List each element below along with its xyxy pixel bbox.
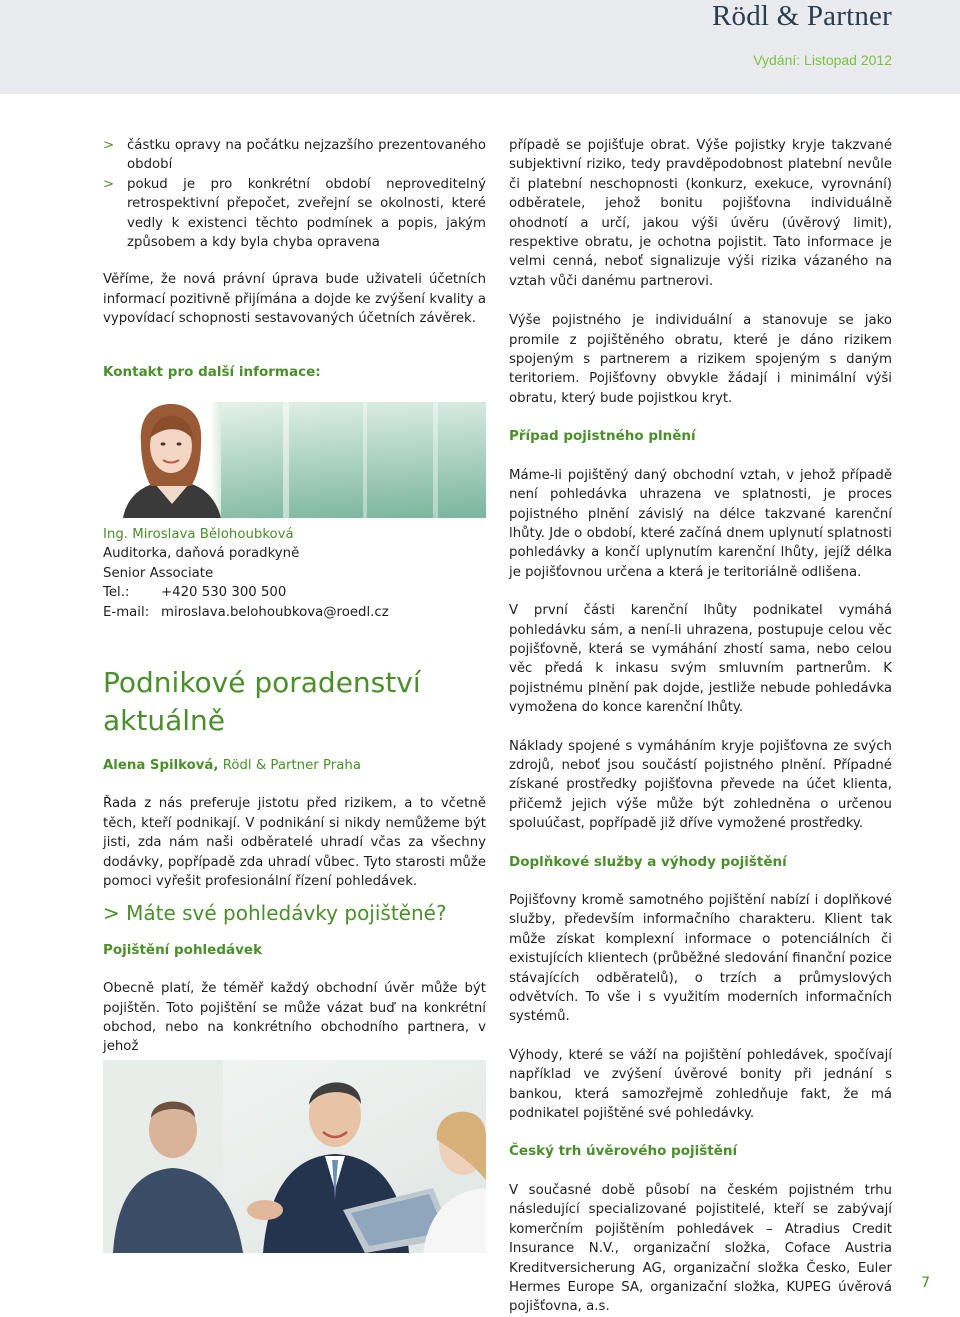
- contact-heading: Kontakt pro další informace:: [103, 363, 321, 380]
- article-question: > Máte své pohledávky pojištěné?: [103, 901, 447, 926]
- article-title-line2: aktuálně: [103, 704, 226, 737]
- right-paragraph-5: Náklady spojené s vymáháním kryje pojišťovna ze svých zdrojů, neboť jsou součástí pojistného plnění. Případné získané prostředky pojišťovna převede na účet klienta, přičemž jejich výše může být zohledněna o určenou spoluúčast, popřípadě již dříve vymožené prostředky.: [509, 738, 892, 832]
- heading-claim: Případ pojistného plnění: [509, 428, 696, 445]
- intro-paragraph: Věříme, že nová právní úprava bude uživateli účetních informací pozitivně přijímána a dojde ke zvýšení kvality a vypovídací schopnosti sestavovaných účetních závěrek.: [103, 272, 486, 327]
- author-name: Alena Spilková,: [103, 758, 219, 773]
- heading-services: Doplňkové služby a výhody pojištění: [509, 853, 787, 870]
- bullet-item: [103, 175, 486, 253]
- contact-title-prefix: Ing.: [103, 527, 129, 542]
- contact-details: [103, 525, 486, 622]
- article-intro: Řada z nás preferuje jistotu před rizikem, a to včetně těch, kteří podnikají. V podnikání si nikdy nemůžeme být jisti, zda nám naši odběratelé uhradí včas za všechny dodávky, popřípadě zda uhradí vůbec. Tyto starosti může pomoci vyřešit profesionální řízení pohledávek.: [103, 796, 486, 890]
- issue-date: Vydání: Listopad 2012: [753, 52, 892, 68]
- bullet-item: [103, 136, 486, 175]
- right-paragraph-4: V první části karenční lhůty podnikatel vymáhá pohledávku sám, a není-li uhrazena, postupuje celou věc pojišťovně, která se vymáhání zhostí sama, nebo celou věc předá k inkasu svým smluvním partnerům. K pojistnému plnění pak dojde, jestliže nebude pohledávka vymožena do konce karenční lhůty.: [509, 603, 892, 716]
- right-paragraph-3: Máme-li pojištěný daný obchodní vztah, v jehož případě není pohledávka uhrazena ve splatnosti, je proces pojistného plnění závislý na délce takzvané karenční lhůty. Jde o období, které začíná dnem uplynutí splatnosti pohledávky a končí uplynutím karenční lhůty, jejíž délka je pojišťovnou určena a která je teritoriálně odlišena.: [509, 467, 892, 580]
- handshake-image: [103, 1060, 486, 1253]
- right-paragraph-7: Výhody, které se váží na pojištění pohledávek, spočívají například ve zvýšení úvěrové bonity při jednání s bankou, která samozřejmě zohledňuje fakt, že má podnikatel pojištěné své pohledávky.: [509, 1047, 892, 1122]
- bullet-marker-icon: >: [103, 176, 115, 192]
- author-org: Rödl & Partner Praha: [222, 758, 361, 773]
- section-insurance-text: Obecně platí, že téměř každý obchodní úvěr může být pojištěn. Toto pojištění se může vázat buď na konkrétní obchod, nebo na konkrétního obchodního partnera, v jehož: [103, 981, 486, 1055]
- article-byline: [103, 756, 486, 775]
- page-header: [0, 0, 960, 94]
- article-block: [103, 664, 486, 1057]
- phone-label: Tel.:: [103, 585, 130, 601]
- brand-name: Rödl & Partner: [711, 0, 892, 32]
- portrait-image: [103, 402, 486, 518]
- left-top-block: [103, 136, 486, 382]
- heading-market: Český trh úvěrového pojištění: [509, 1143, 738, 1160]
- email-label: E-mail:: [103, 604, 150, 620]
- contact-role: Auditorka, daňová poradkyně: [103, 546, 300, 562]
- contact-name: Miroslava Bělohoubková: [132, 527, 294, 542]
- bullet-marker-icon: >: [103, 138, 115, 153]
- email-value[interactable]: miroslava.belohoubkova@roedl.cz: [161, 604, 389, 620]
- page-number: 7: [921, 1275, 930, 1291]
- contact-photo: [103, 402, 486, 518]
- phone-value: +420 530 300 500: [161, 585, 287, 601]
- right-paragraph-8: V současné době působí na českém pojistném trhu následující specializované pojistitelé, kteří se zabývají komerčním pojištěním pohledávek – Atradius Credit Insurance N.V., organizační složka, Coface Austria Kreditversicherung AG, organizační složka Česko, Euler Hermes Europe SA, organizační složka, KUPEG úvěrová pojišťovna, a.s.: [509, 1182, 892, 1315]
- contact-name-line: [103, 525, 486, 544]
- article-title-line1: Podnikové poradenství: [103, 666, 421, 699]
- right-paragraph-1: případě se pojišťuje obrat. Výše pojistky kryje takzvané subjektivní riziko, tedy pravděpodobnost platební nevůle či platební neschopnosti (konkurz, exekuce, vyrovnání) odběratele, jehož bonitu pojišťovna individuálně ohodnotí a určí, jakou výši úvěru (úvěrový limit), respektive obratu, je ochotna pojistit. Tato informace je velmi cenná, neboť signalizuje výši rizika vázaného na vztah vůči danému partnerovi.: [509, 138, 892, 289]
- bullet-text: pokud je pro konkrétní období neproveditelný retrospektivní přepočet, zveřejní se okolnosti, které vedly k existenci těchto podmínek a popis, jakým způsobem a kdy byla chyba opravena: [127, 176, 486, 251]
- section-heading-insurance: Pojištění pohledávek: [103, 941, 263, 958]
- contact-email-row: [103, 603, 486, 622]
- right-paragraph-2: Výše pojistného je individuální a stanovuje se jako promile z pojištěného obratu, které je dáno rizikem spojeným s partnerem a rizikem spojeným s daným teritoriem. Pojišťovny obvykle žádají i minimální výši obratu, který bude pojistkou kryt.: [509, 313, 892, 406]
- bullet-text: částku opravy na počátku nejzazšího prezentovaného období: [127, 138, 486, 173]
- contact-position: Senior Associate: [103, 565, 214, 581]
- right-paragraph-6: Pojišťovny kromě samotného pojištění nabízí i doplňkové služby, především informačního charakteru. Klient tak může získat komplexní informace o potenciálních či existujících klientech (průběžné sledování finanční pozice stávajících odběratelů), o trzích a průmyslových odvětvích. To vše i s využitím moderních informačních systémů.: [509, 893, 892, 1025]
- right-column: [509, 136, 892, 1317]
- business-photo: [103, 1060, 486, 1253]
- article-title: [103, 664, 486, 740]
- contact-phone-row: [103, 583, 486, 602]
